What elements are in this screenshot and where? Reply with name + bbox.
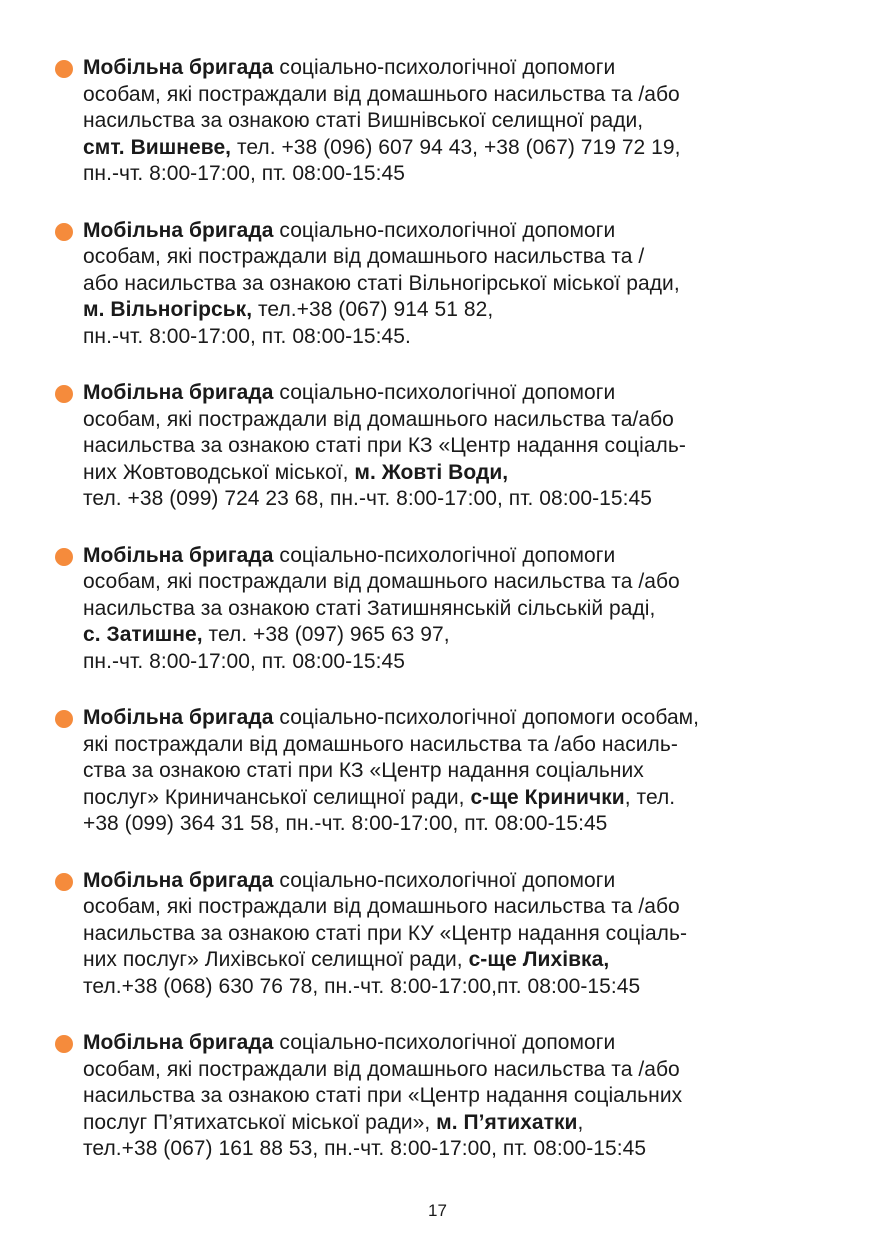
bold-text: Мобільна бригада [83,381,274,404]
text-segment: соціально-психологічної допомоги [273,56,616,79]
bold-text: Мобільна бригада [83,56,274,79]
bold-text: смт. Вишневе, [83,135,232,159]
text-segment: соціально-психологічної допомоги [273,543,616,567]
contact-entry [0,380,875,513]
text-segment: особам, які постраждали від домашнього насильства та /або [83,895,680,918]
text-segment: або насильства за ознакою статі Вільногірської міської ради, [83,271,680,295]
text-segment: особам, які постраждали від домашнього насильства та/або [83,407,674,431]
entry-line [83,486,835,513]
text-segment: соціально-психологічної допомоги [273,218,616,242]
entry-line [83,1030,835,1057]
entry-line [83,407,835,434]
entry-line [83,108,835,135]
entry-line [83,785,835,812]
text-segment: тел.+38 (067) 914 51 82, [252,298,494,321]
entry-line [83,543,835,570]
entry-line [83,758,835,785]
text-segment: насильства за ознакою статі при КЗ «Центр надання соціаль- [83,434,686,457]
text-segment: , тел. [624,785,676,809]
entry-line [83,324,835,351]
text-segment: особам, які постраждали від домашнього насильства та /або [83,1057,680,1081]
text-segment: них Жовтоводської міської, [83,460,355,484]
contact-entry [0,218,875,351]
contact-entry [0,1030,875,1163]
bullet-dot-icon [55,223,73,241]
text-segment: , [577,1110,584,1134]
text-segment: тел. +38 (096) 607 94 43, +38 (067) 719 72 19, [231,135,681,159]
bold-text: с-ще Лихівка, [468,948,610,971]
entry-line [83,894,835,921]
text-segment: насильства за ознакою статі Затишнянській сільській раді, [83,596,656,620]
bold-text: с. Затишне, [83,623,203,646]
text-segment: них послуг» Лихівської селищної ради, [83,948,469,971]
contact-entry [0,55,875,188]
text-segment: тел.+38 (068) 630 76 78, пн.-чт. 8:00-17:00,пт. 08:00-15:45 [83,974,641,998]
bold-text: Мобільна бригада [83,706,274,729]
bullet-dot-icon [55,60,73,78]
bold-text: м. Вільногірськ, [83,298,253,321]
bold-text: с-ще Кринички [470,785,625,809]
entry-line [83,921,835,948]
entry-line [83,1083,835,1110]
entry-line [83,244,835,271]
bullet-dot-icon [55,548,73,566]
bold-text: м. П’ятихатки [436,1110,578,1134]
entry-line [83,622,835,649]
text-segment: особам, які постраждали від домашнього насильства та /або [83,82,680,106]
bullet-dot-icon [55,873,73,891]
text-segment: насильства за ознакою статі Вишнівської селищної ради, [83,109,644,132]
text-segment: пн.-чт. 8:00-17:00, пт. 08:00-15:45 [83,649,405,673]
entry-line [83,380,835,407]
text-segment: тел. +38 (099) 724 23 68, пн.-чт. 8:00-17:00, пт. 08:00-15:45 [83,487,652,510]
text-segment: особам, які постраждали від домашнього насильства та / [83,245,645,268]
bold-text: м. Жовті Води, [354,460,509,484]
contact-list [0,55,875,1193]
entry-line [83,161,835,188]
text-segment: які постраждали від домашнього насильства та /або насиль- [83,732,678,756]
entry-line [83,55,835,82]
entry-line [83,1057,835,1084]
entry-line [83,1110,835,1137]
text-segment: послуг» Криничанської селищної ради, [83,785,471,809]
entry-line [83,705,835,732]
bullet-dot-icon [55,1035,73,1053]
bullet-dot-icon [55,710,73,728]
entry-line [83,947,835,974]
bold-text: Мобільна бригада [83,218,274,242]
entry-line [83,460,835,487]
text-segment: насильства за ознакою статі при «Центр надання соціальних [83,1084,683,1107]
entry-line [83,811,835,838]
entry-line [83,974,835,1001]
contact-entry [0,705,875,838]
entry-line [83,82,835,109]
text-segment: соціально-психологічної допомоги [273,381,616,404]
entry-line [83,218,835,245]
text-segment: соціально-психологічної допомоги особам, [273,706,700,729]
text-segment: послуг П’ятихатської міської ради», [83,1110,437,1134]
entry-line [83,868,835,895]
entry-line [83,732,835,759]
bold-text: Мобільна бригада [83,543,274,567]
entry-line [83,135,835,162]
contact-entry [0,543,875,676]
bullet-dot-icon [55,385,73,403]
entry-line [83,1136,835,1163]
text-segment: насильства за ознакою статі при КУ «Центр надання соціаль- [83,921,688,945]
entry-line [83,649,835,676]
page-number: 17 [428,1201,447,1220]
entry-line [83,271,835,298]
entry-line [83,297,835,324]
entry-line [83,433,835,460]
text-segment: тел.+38 (067) 161 88 53, пн.-чт. 8:00-17:00, пт. 08:00-15:45 [83,1137,647,1160]
text-segment: особам, які постраждали від домашнього насильства та /або [83,570,680,593]
entry-line [83,569,835,596]
text-segment: ства за ознакою статі при КЗ «Центр надання соціальних [83,759,644,782]
text-segment: тел. +38 (097) 965 63 97, [202,623,450,646]
bold-text: Мобільна бригада [83,868,274,892]
text-segment: +38 (099) 364 31 58, пн.-чт. 8:00-17:00, пт. 08:00-15:45 [83,812,608,835]
text-segment: соціально-психологічної допомоги [273,868,616,892]
text-segment: соціально-психологічної допомоги [273,1031,616,1054]
entry-line [83,596,835,623]
contact-entry [0,868,875,1001]
bold-text: Мобільна бригада [83,1031,274,1054]
text-segment: пн.-чт. 8:00-17:00, пт. 08:00-15:45. [83,324,411,348]
text-segment: пн.-чт. 8:00-17:00, пт. 08:00-15:45 [83,162,405,185]
